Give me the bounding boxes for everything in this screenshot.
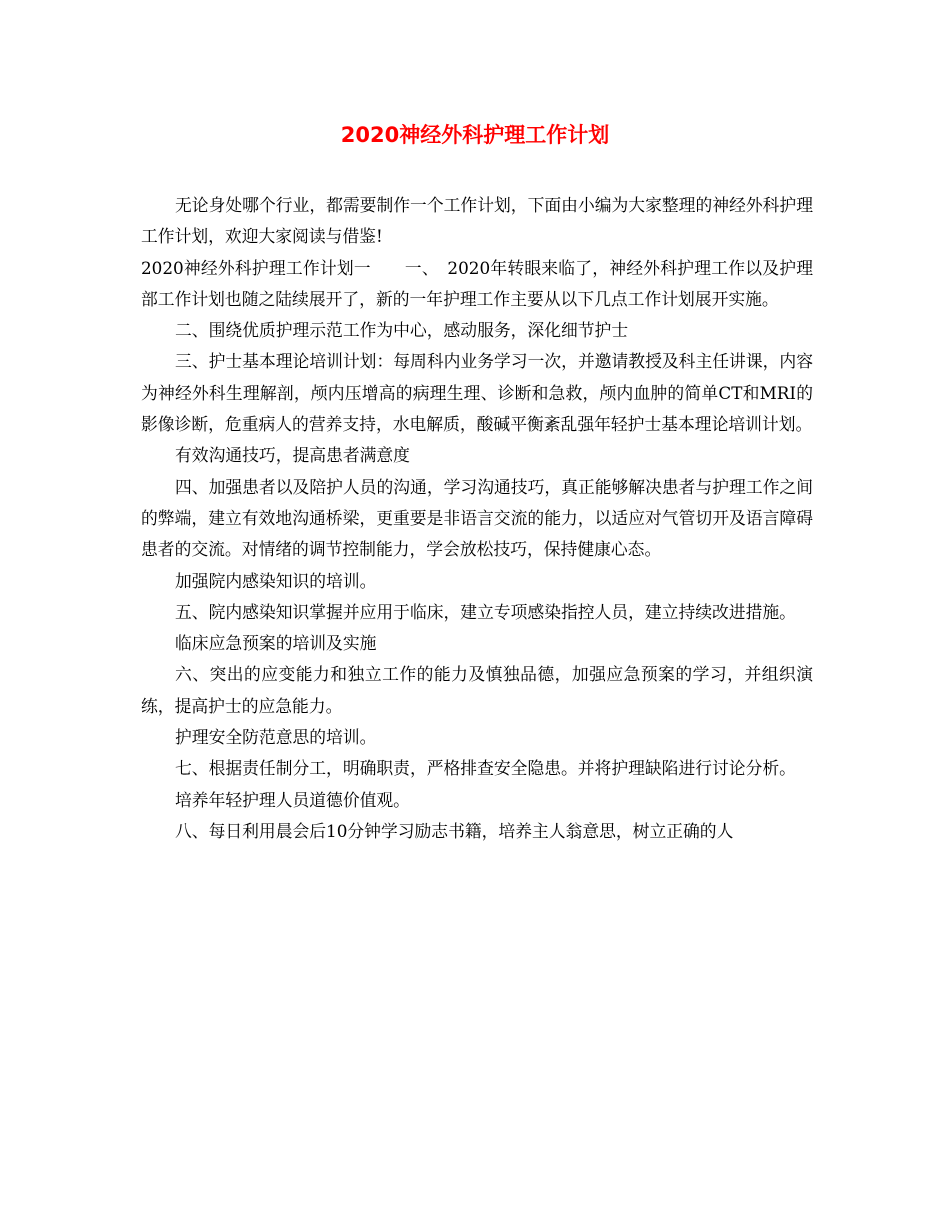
paragraph: 培养年轻护理人员道德价值观。 — [175, 789, 410, 810]
paragraph: 五、院内感染知识掌握并应用于临床，建立专项感染指控人员，建立持续改进措施。 — [175, 601, 796, 622]
paragraph: 八、每日利用晨会后10分钟学习励志书籍，培养主人翁意思，树立正确的人 — [175, 820, 734, 841]
paragraph: 七、根据责任制分工，明确职责，严格排查安全隐患。并将护理缺陷进行讨论分析。 — [175, 758, 796, 779]
document-title: 2020神经外科护理工作计划 — [340, 123, 610, 147]
paragraph: 三、护士基本理论培训计划：每周科内业务学习一次，并邀请教授及科主任讲课，内容为神经外科生理解剖，颅内压增高的病理生理、诊断和急救，颅内血肿的简单CT和MRI的影像诊断，危重病人的营养支持，水电解质，酸碱平衡紊乱强年轻护士基本理论培训计划。 — [141, 351, 813, 435]
paragraph: 加强院内感染知识的培训。 — [175, 570, 377, 591]
paragraph: 2020神经外科护理工作计划一 一、 2020年转眼来临了，神经外科护理工作以及护理部工作计划也随之陆续展开了，新的一年护理工作主要从以下几点工作计划展开实施。 — [141, 257, 813, 309]
paragraph: 四、加强患者以及陪护人员的沟通，学习沟通技巧，真正能够解决患者与护理工作之间的弊端，建立有效地沟通桥梁，更重要是非语言交流的能力，以适应对气管切开及语言障碍患者的交流。对情绪的调节控制能力，学会放松技巧，保持健康心态。 — [141, 476, 813, 560]
paragraph: 护理安全防范意思的培训。 — [175, 727, 377, 748]
paragraph: 二、围绕优质护理示范工作为中心，感动服务，深化细节护士 — [175, 320, 629, 341]
paragraph: 临床应急预案的培训及实施 — [175, 633, 377, 654]
paragraph: 无论身处哪个行业，都需要制作一个工作计划，下面由小编为大家整理的神经外科护理工作计划，欢迎大家阅读与借鉴! — [141, 195, 813, 247]
document-body — [141, 190, 813, 847]
paragraph: 有效沟通技巧，提高患者满意度 — [175, 445, 410, 466]
paragraph: 六、突出的应变能力和独立工作的能力及慎独品德，加强应急预案的学习，并组织演练，提高护士的应急能力。 — [141, 664, 813, 716]
